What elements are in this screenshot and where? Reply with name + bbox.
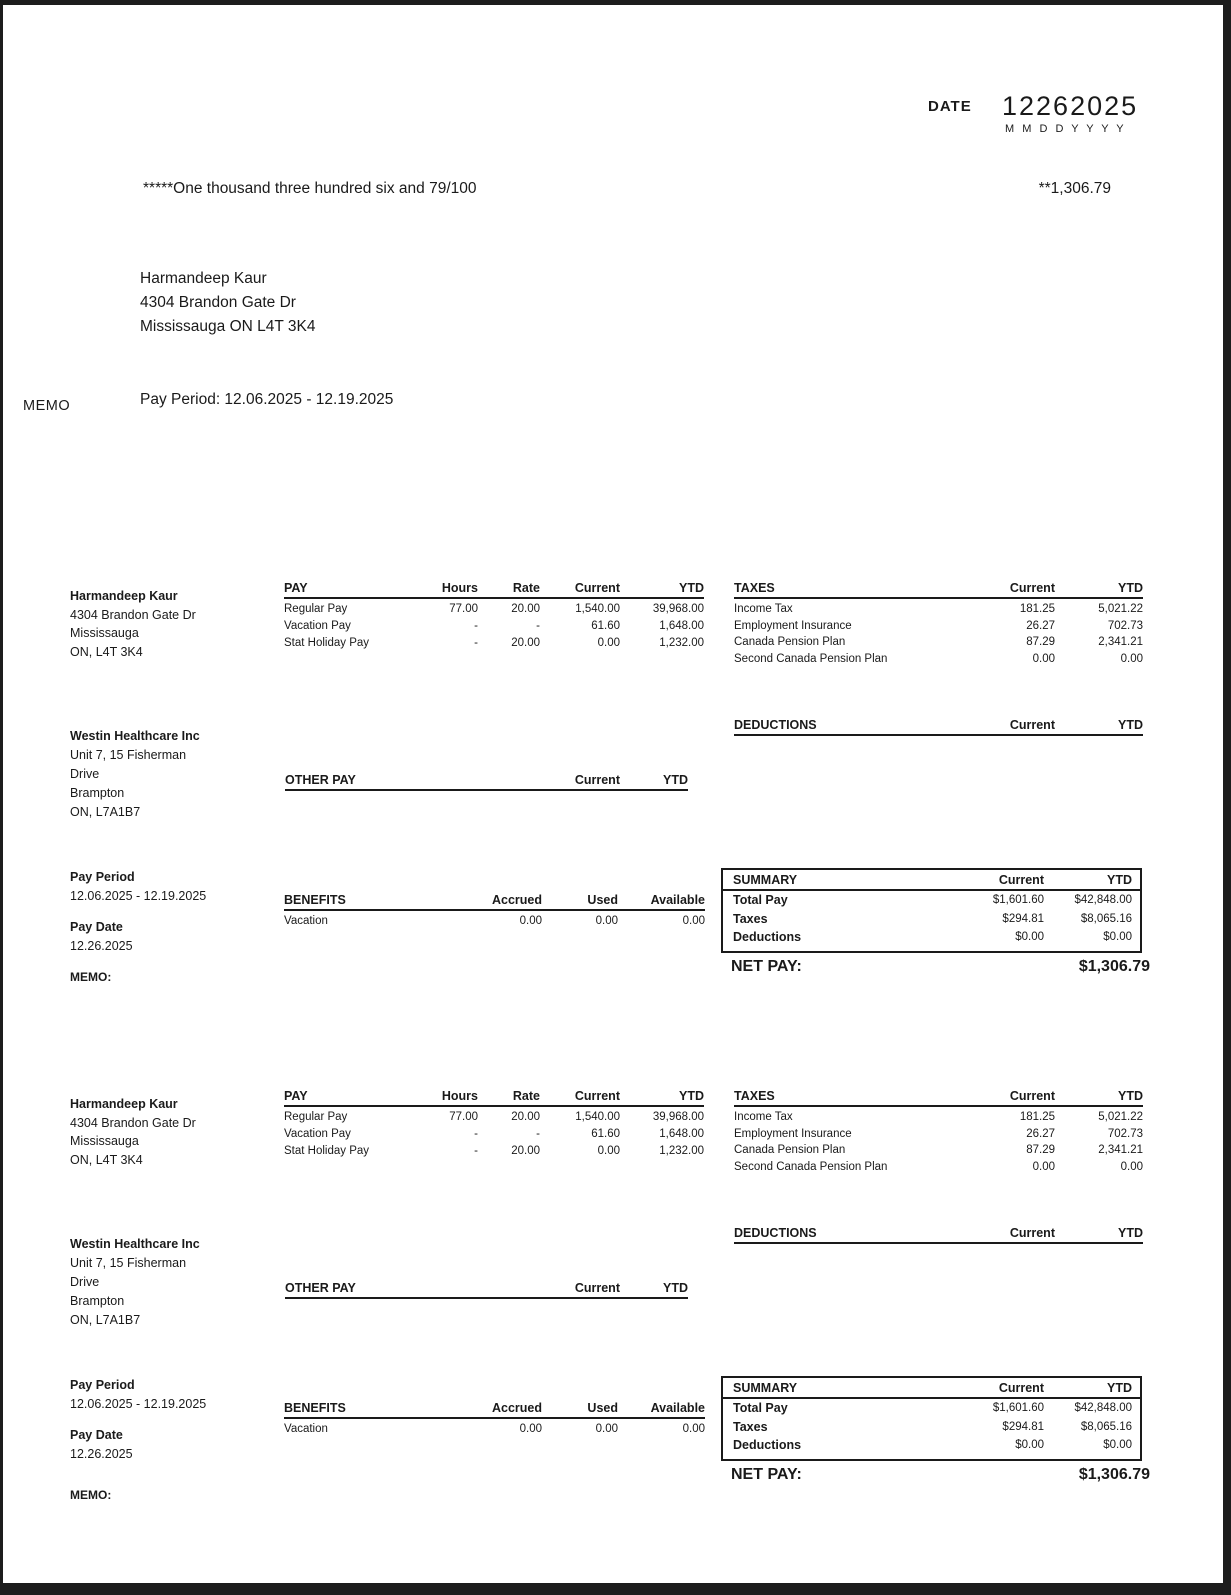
stub-meta-block bbox=[70, 1378, 290, 1508]
pay-table-title: PAY bbox=[284, 581, 308, 595]
date-value: 12262025 bbox=[1002, 91, 1139, 121]
summary-row-label: Total Pay bbox=[733, 1401, 788, 1415]
pay-row-ytd: 1,648.00 bbox=[659, 620, 704, 632]
tax-row-current: 0.00 bbox=[1032, 1160, 1055, 1173]
tax-row-label: Canada Pension Plan bbox=[734, 1144, 846, 1156]
summary-row bbox=[723, 910, 1140, 929]
tax-row bbox=[734, 651, 1143, 668]
pay-stub-bottom bbox=[3, 1076, 1223, 1536]
pay-row-current: 0.00 bbox=[597, 1145, 620, 1157]
pay-col-ytd: YTD bbox=[679, 581, 704, 595]
deductions-table bbox=[734, 718, 1143, 736]
pay-col-current: Current bbox=[574, 581, 620, 595]
pay-row-rate: 20.00 bbox=[511, 603, 540, 615]
pay-row-label: Vacation Pay bbox=[284, 1128, 351, 1140]
tax-row bbox=[734, 618, 1143, 635]
pay-row bbox=[284, 1126, 704, 1143]
check-memo-label: MEMO bbox=[23, 398, 71, 414]
taxes-table bbox=[734, 1089, 1143, 1175]
pay-row-label: Stat Holiday Pay bbox=[284, 637, 370, 649]
summary-header bbox=[723, 870, 1140, 891]
pay-row-ytd: 39,968.00 bbox=[652, 1111, 704, 1123]
pay-col-hours: Hours bbox=[441, 1089, 478, 1103]
pay-row-label: Stat Holiday Pay bbox=[284, 1145, 370, 1157]
tax-row-current: 181.25 bbox=[1019, 1111, 1055, 1123]
deductions-table bbox=[734, 1226, 1143, 1244]
tax-row-ytd: 5,021.22 bbox=[1098, 1111, 1143, 1123]
deductions-col-ytd: YTD bbox=[1118, 1226, 1143, 1240]
tax-row bbox=[734, 1159, 1143, 1176]
net-pay-value: $1,306.79 bbox=[1078, 958, 1150, 975]
pay-row-current: 61.60 bbox=[591, 1128, 620, 1140]
pay-row-label: Regular Pay bbox=[284, 1111, 348, 1123]
pay-row bbox=[284, 601, 704, 618]
summary-box bbox=[721, 1376, 1142, 1461]
summary-col-ytd: YTD bbox=[1107, 1381, 1132, 1395]
stub-memo-label: MEMO: bbox=[70, 970, 112, 984]
benefits-table-header bbox=[284, 893, 705, 911]
pay-period-value: 12.06.2025 - 12.19.2025 bbox=[70, 889, 207, 903]
employee-address-line: ON, L4T 3K4 bbox=[70, 1152, 143, 1167]
employer-name: Westin Healthcare Inc bbox=[70, 729, 200, 743]
tax-row-current: 87.29 bbox=[1026, 636, 1055, 648]
other-pay-col-current: Current bbox=[574, 1281, 620, 1295]
other-pay-table-header bbox=[285, 773, 688, 791]
pay-row-ytd: 1,232.00 bbox=[659, 637, 704, 649]
pay-row-current: 61.60 bbox=[591, 620, 620, 632]
pay-col-ytd: YTD bbox=[679, 1089, 704, 1103]
benefit-row-available: 0.00 bbox=[682, 915, 705, 927]
benefits-col-used: Used bbox=[587, 893, 618, 907]
summary-row-ytd: $42,848.00 bbox=[1074, 1402, 1132, 1414]
summary-row-label: Deductions bbox=[733, 1438, 802, 1453]
tax-row-ytd: 0.00 bbox=[1120, 1160, 1143, 1173]
summary-row bbox=[723, 1418, 1140, 1437]
deductions-col-current: Current bbox=[1009, 718, 1055, 732]
employee-name: Harmandeep Kaur bbox=[70, 589, 178, 603]
pay-stub-top bbox=[3, 568, 1223, 1028]
payee-address-line: Mississauga ON L4T 3K4 bbox=[140, 318, 316, 335]
employer-address-line: Drive bbox=[70, 767, 100, 781]
pay-row-rate: - bbox=[536, 620, 540, 632]
benefits-table bbox=[284, 1401, 705, 1438]
pay-row-ytd: 1,648.00 bbox=[659, 1128, 704, 1140]
tax-row-current: 87.29 bbox=[1026, 1144, 1055, 1156]
payee-address-block bbox=[140, 267, 315, 339]
tax-row bbox=[734, 634, 1143, 651]
benefit-row bbox=[284, 1421, 705, 1438]
benefits-col-used: Used bbox=[587, 1401, 618, 1415]
summary-row-current: $294.81 bbox=[1002, 912, 1044, 925]
tax-row-ytd: 0.00 bbox=[1120, 652, 1143, 665]
deductions-table-header bbox=[734, 718, 1143, 736]
benefit-row-label: Vacation bbox=[284, 1423, 328, 1435]
benefit-row-used: 0.00 bbox=[595, 1423, 618, 1435]
summary-row-label: Total Pay bbox=[733, 893, 788, 907]
tax-row-current: 0.00 bbox=[1032, 652, 1055, 665]
deductions-table-title: DEDUCTIONS bbox=[734, 718, 817, 732]
pay-table-header bbox=[284, 581, 704, 599]
pay-row-hours: - bbox=[474, 620, 478, 632]
pay-row-label: Vacation Pay bbox=[284, 620, 351, 632]
summary-row-label: Taxes bbox=[733, 1419, 768, 1434]
summary-row-ytd: $0.00 bbox=[1103, 931, 1132, 944]
pay-period-label: Pay Period bbox=[70, 1378, 135, 1392]
tax-row bbox=[734, 1126, 1143, 1143]
tax-row-ytd: 2,341.21 bbox=[1098, 1144, 1143, 1156]
benefits-table bbox=[284, 893, 705, 930]
taxes-table-header bbox=[734, 1089, 1143, 1107]
summary-box bbox=[721, 868, 1142, 953]
employee-address-line: ON, L4T 3K4 bbox=[70, 644, 143, 659]
summary-header bbox=[723, 1378, 1140, 1399]
pay-row bbox=[284, 1143, 704, 1160]
summary-row bbox=[723, 891, 1140, 910]
other-pay-col-ytd: YTD bbox=[663, 1281, 688, 1295]
summary-col-current: Current bbox=[998, 1381, 1044, 1395]
summary-row-current: $1,601.60 bbox=[992, 894, 1044, 906]
tax-row-label: Income Tax bbox=[734, 1111, 793, 1123]
other-pay-table-title: OTHER PAY bbox=[285, 773, 356, 787]
employer-name: Westin Healthcare Inc bbox=[70, 1237, 200, 1251]
net-pay-label: NET PAY: bbox=[731, 1466, 802, 1483]
summary-row-label: Deductions bbox=[733, 930, 802, 945]
pay-col-rate: Rate bbox=[512, 1089, 540, 1103]
deductions-col-current: Current bbox=[1009, 1226, 1055, 1240]
employer-address-line: Drive bbox=[70, 1275, 100, 1289]
deductions-table-header bbox=[734, 1226, 1143, 1244]
pay-row-hours: - bbox=[474, 1145, 478, 1157]
benefits-col-accrued: Accrued bbox=[491, 893, 542, 907]
pay-date-label: Pay Date bbox=[70, 1428, 123, 1442]
benefits-col-available: Available bbox=[650, 893, 705, 907]
tax-row-label: Employment Insurance bbox=[734, 619, 852, 632]
employee-address-line: Mississauga bbox=[70, 1134, 139, 1148]
summary-row-current: $1,601.60 bbox=[992, 1402, 1044, 1414]
pay-date-label: Pay Date bbox=[70, 920, 123, 934]
tax-row-label: Second Canada Pension Plan bbox=[734, 652, 888, 665]
employee-address-block bbox=[70, 587, 196, 661]
summary-title: SUMMARY bbox=[733, 1381, 798, 1395]
summary-row-current: $0.00 bbox=[1015, 931, 1044, 944]
pay-row-current: 1,540.00 bbox=[575, 603, 620, 615]
taxes-col-current: Current bbox=[1009, 581, 1055, 595]
summary-row bbox=[723, 1436, 1140, 1455]
pay-row-hours: 77.00 bbox=[449, 603, 478, 615]
summary-row bbox=[723, 928, 1140, 947]
stub-meta-block bbox=[70, 870, 290, 1000]
pay-period-value: 12.06.2025 - 12.19.2025 bbox=[70, 1397, 207, 1411]
employer-address-line: Unit 7, 15 Fisherman bbox=[70, 1256, 187, 1270]
pay-table-header bbox=[284, 1089, 704, 1107]
employer-address-line: Brampton bbox=[70, 1294, 125, 1308]
benefits-table-title: BENEFITS bbox=[284, 893, 346, 907]
taxes-col-ytd: YTD bbox=[1118, 1089, 1143, 1103]
pay-row-current: 1,540.00 bbox=[575, 1111, 620, 1123]
benefit-row-accrued: 0.00 bbox=[519, 1423, 542, 1435]
tax-row-label: Second Canada Pension Plan bbox=[734, 1160, 888, 1173]
pay-table bbox=[284, 581, 704, 652]
benefits-table-header bbox=[284, 1401, 705, 1419]
taxes-table-title: TAXES bbox=[734, 1089, 775, 1103]
taxes-table bbox=[734, 581, 1143, 667]
net-pay-value: $1,306.79 bbox=[1078, 1466, 1150, 1483]
summary-col-current: Current bbox=[998, 873, 1044, 887]
summary-col-ytd: YTD bbox=[1107, 873, 1132, 887]
tax-row-ytd: 2,341.21 bbox=[1098, 636, 1143, 648]
other-pay-table bbox=[285, 773, 688, 791]
amount-numeric: **1,306.79 bbox=[1038, 180, 1111, 197]
summary-row-ytd: $8,065.16 bbox=[1080, 1420, 1132, 1433]
benefit-row-used: 0.00 bbox=[595, 915, 618, 927]
pay-row-rate: - bbox=[536, 1128, 540, 1140]
employer-address-line: ON, L7A1B7 bbox=[70, 805, 141, 819]
tax-row-label: Income Tax bbox=[734, 603, 793, 615]
benefits-col-available: Available bbox=[650, 1401, 705, 1415]
employee-address-line: 4304 Brandon Gate Dr bbox=[70, 1115, 196, 1130]
other-pay-col-ytd: YTD bbox=[663, 773, 688, 787]
benefit-row bbox=[284, 913, 705, 930]
other-pay-table-title: OTHER PAY bbox=[285, 1281, 356, 1295]
pay-row bbox=[284, 618, 704, 635]
summary-row-ytd: $0.00 bbox=[1103, 1439, 1132, 1452]
benefit-row-accrued: 0.00 bbox=[519, 915, 542, 927]
pay-row bbox=[284, 635, 704, 652]
pay-stub bbox=[3, 1076, 1223, 1536]
pay-table bbox=[284, 1089, 704, 1160]
deductions-col-ytd: YTD bbox=[1118, 718, 1143, 732]
summary-row-ytd: $42,848.00 bbox=[1074, 894, 1132, 906]
check-memo-value: Pay Period: 12.06.2025 - 12.19.2025 bbox=[140, 391, 394, 408]
employer-address-block bbox=[70, 727, 200, 822]
tax-row-ytd: 702.73 bbox=[1107, 619, 1143, 632]
tax-row-ytd: 5,021.22 bbox=[1098, 603, 1143, 615]
benefit-row-available: 0.00 bbox=[682, 1423, 705, 1435]
employer-address-line: Unit 7, 15 Fisherman bbox=[70, 748, 187, 762]
net-pay-row bbox=[731, 1466, 1150, 1484]
pay-row-hours: - bbox=[474, 1128, 478, 1140]
summary-title: SUMMARY bbox=[733, 873, 798, 887]
other-pay-table-header bbox=[285, 1281, 688, 1299]
employer-address-block bbox=[70, 1235, 200, 1330]
pay-period-label: Pay Period bbox=[70, 870, 135, 884]
benefits-table-title: BENEFITS bbox=[284, 1401, 346, 1415]
taxes-table-header bbox=[734, 581, 1143, 599]
pay-date-value: 12.26.2025 bbox=[70, 1447, 133, 1461]
stub-memo-label: MEMO: bbox=[70, 1488, 112, 1502]
amount-in-words: *****One thousand three hundred six and 79/100 bbox=[143, 180, 477, 197]
net-pay-row bbox=[731, 958, 1150, 976]
benefit-row-label: Vacation bbox=[284, 915, 328, 927]
summary-row-label: Taxes bbox=[733, 911, 768, 926]
tax-row bbox=[734, 601, 1143, 618]
date-label: DATE bbox=[928, 98, 972, 115]
pay-row bbox=[284, 1109, 704, 1126]
pay-row-ytd: 1,232.00 bbox=[659, 1145, 704, 1157]
employer-address-line: ON, L7A1B7 bbox=[70, 1313, 141, 1327]
pay-row-rate: 20.00 bbox=[511, 637, 540, 649]
pay-row-hours: - bbox=[474, 637, 478, 649]
pay-row-rate: 20.00 bbox=[511, 1145, 540, 1157]
tax-row-current: 26.27 bbox=[1026, 619, 1055, 632]
pay-table-title: PAY bbox=[284, 1089, 308, 1103]
summary-row-current: $0.00 bbox=[1015, 1439, 1044, 1452]
taxes-table-title: TAXES bbox=[734, 581, 775, 595]
pay-row-ytd: 39,968.00 bbox=[652, 603, 704, 615]
taxes-col-current: Current bbox=[1009, 1089, 1055, 1103]
tax-row bbox=[734, 1142, 1143, 1159]
summary-row-ytd: $8,065.16 bbox=[1080, 912, 1132, 925]
employee-name: Harmandeep Kaur bbox=[70, 1097, 178, 1111]
pay-row-label: Regular Pay bbox=[284, 603, 348, 615]
pay-row-rate: 20.00 bbox=[511, 1111, 540, 1123]
deductions-table-title: DEDUCTIONS bbox=[734, 1226, 817, 1240]
benefits-col-accrued: Accrued bbox=[491, 1401, 542, 1415]
pay-row-hours: 77.00 bbox=[449, 1111, 478, 1123]
other-pay-table bbox=[285, 1281, 688, 1299]
summary-row-current: $294.81 bbox=[1002, 1420, 1044, 1433]
tax-row-current: 26.27 bbox=[1026, 1127, 1055, 1140]
payee-name: Harmandeep Kaur bbox=[140, 270, 267, 287]
pay-col-current: Current bbox=[574, 1089, 620, 1103]
other-pay-col-current: Current bbox=[574, 773, 620, 787]
payee-address-line: 4304 Brandon Gate Dr bbox=[140, 294, 296, 311]
tax-row-label: Employment Insurance bbox=[734, 1127, 852, 1140]
tax-row-label: Canada Pension Plan bbox=[734, 636, 846, 648]
summary-row bbox=[723, 1399, 1140, 1418]
pay-date-value: 12.26.2025 bbox=[70, 939, 133, 953]
net-pay-label: NET PAY: bbox=[731, 958, 802, 975]
tax-row-ytd: 702.73 bbox=[1107, 1127, 1143, 1140]
pay-col-rate: Rate bbox=[512, 581, 540, 595]
employee-address-line: 4304 Brandon Gate Dr bbox=[70, 607, 196, 622]
tax-row-current: 181.25 bbox=[1019, 603, 1055, 615]
taxes-col-ytd: YTD bbox=[1118, 581, 1143, 595]
pay-row-current: 0.00 bbox=[597, 637, 620, 649]
employee-address-line: Mississauga bbox=[70, 626, 139, 640]
tax-row bbox=[734, 1109, 1143, 1126]
pay-col-hours: Hours bbox=[441, 581, 478, 595]
date-format-hint: M M D D Y Y Y Y bbox=[1005, 123, 1127, 135]
pay-stub bbox=[3, 568, 1223, 1028]
employee-address-block bbox=[70, 1095, 196, 1169]
employer-address-line: Brampton bbox=[70, 786, 125, 800]
